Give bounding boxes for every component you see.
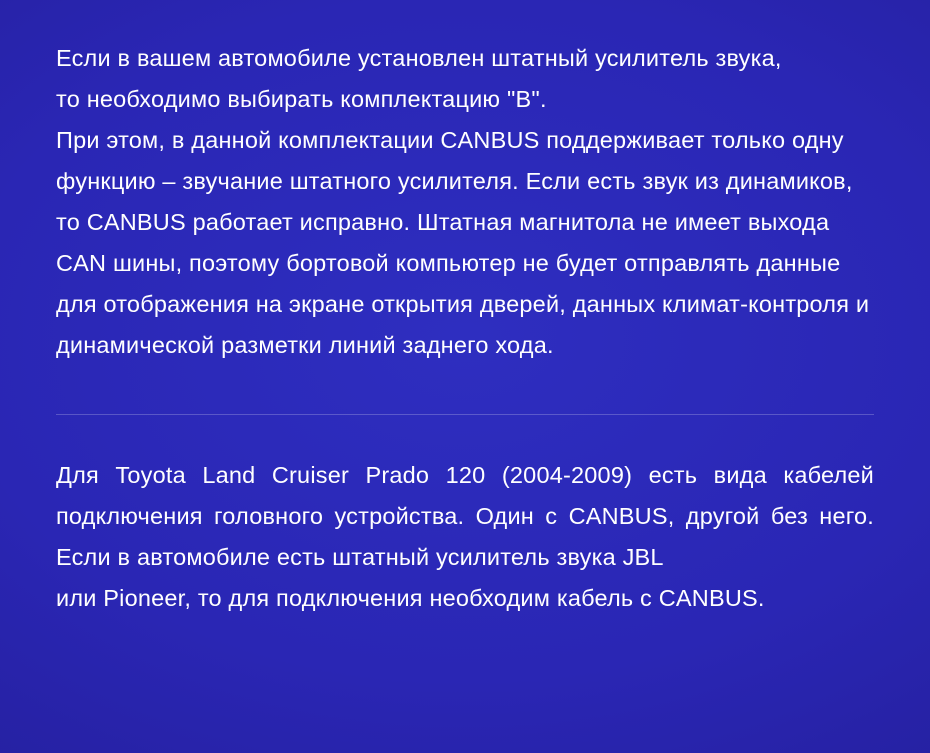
paragraph-4: Для Toyota Land Cruiser Prado 120 (2004-2009) есть вида кабелей подключения головного устройства. Один с CANBUS, другой без него. Если в автомобиле есть штатный усилитель звука JBL [56,462,874,570]
text-block-bottom [56,455,874,619]
paragraph-3: При этом, в данной комплектации CANBUS поддерживает только одну функцию – звучание штатного усилителя. Если есть звук из динамиков, то CANBUS работает исправно. Штатная магнитола не имеет выхода CAN шины, поэтому бортовой компьютер не будет отправлять данные для отображения на экране открытия дверей, данных климат-контроля и динамической разметки линий заднего хода. [56,127,870,358]
paragraph-1: Если в вашем автомобиле установлен штатный усилитель звука, [56,45,782,71]
paragraph-2: то необходимо выбирать комплектацию "B". [56,86,547,112]
text-block-top [56,38,874,366]
section-divider [56,414,874,415]
paragraph-5: или Pioneer, то для подключения необходим кабель с CANBUS. [56,585,765,611]
